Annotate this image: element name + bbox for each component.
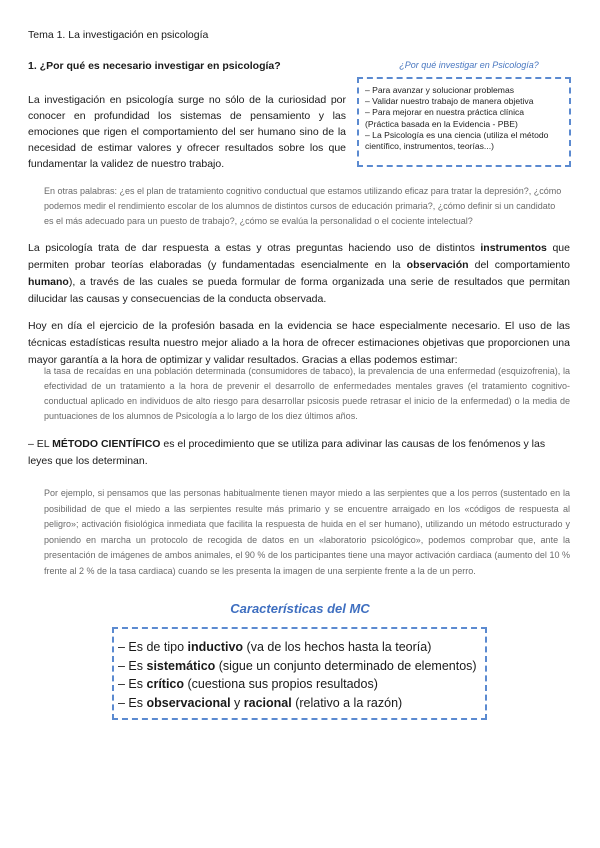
mc-title: Características del MC — [230, 601, 370, 616]
mc-item-text: (va de los hechos hasta la teoría) — [243, 640, 432, 654]
mc-item — [118, 638, 485, 657]
mc-item-text: (sigue un conjunto determinado de elementos) — [215, 658, 477, 673]
sidebox-item: – Validar nuestro trabajo de manera objetiva — [365, 96, 534, 107]
sidebox-item: científico, instrumentos, teorías...) — [365, 141, 494, 152]
mc-item-text: – Es — [118, 658, 147, 673]
text-run: es el procedimiento que se utiliza para adivinar las causas de los fenómenos y las leyes que los determinan. — [28, 438, 546, 467]
mc-item — [118, 657, 485, 676]
bold-term-observacion: observación — [406, 259, 469, 271]
mc-item-text: (cuestiona sus propios resultados) — [184, 677, 378, 691]
text-run: del comportamiento — [468, 259, 570, 271]
bold-term-instrumentos: instrumentos — [480, 242, 547, 254]
mc-item — [118, 694, 485, 713]
section-heading: 1. ¿Por qué es necesario investigar en psicología? — [28, 60, 281, 72]
example-questions: En otras palabras: ¿es el plan de tratamiento cognitivo conductual que estamos utilizando eficaz para tratar la depresión?, ¿cómo podemos medir el rendimiento escolar de los alumnos de distintos cursos de educación primaria?, ¿cómo definir si un candidato es el más adecuado para un puesto de trabajo?, ¿cómo se evalúa la personalidad o el cociente intelectual? — [44, 186, 562, 226]
scientific-method-paragraph — [28, 436, 570, 470]
bold-term-humano: humano — [28, 276, 69, 288]
mc-item-bold: crítico — [146, 677, 185, 691]
evidence-paragraph: Hoy en día el ejercicio de la profesión basada en la evidencia se hace especialmente necesario. El uso de las técnicas estadísticas resulta nuestro mejor aliado a la hora de ofrecer estimaciones objetivas que proporcionen una mayor garantía a la hora de optimizar y validar resultados. Gracias a ellas podemos estimar: — [28, 320, 570, 366]
mc-characteristics-box — [112, 627, 487, 720]
estimates-example: la tasa de recaídas en una población determinada (consumidores de tabaco), la prevalencia de una enfermedad (esquizofrenia), la efectividad de un tratamiento a la hora de prevenir el desarrollo de enfermedades mentales graves (el tratamiento cognitivo-conductual aplicado en individuos de alto riesgo para desarrollar psicosis puede retrasar el inicio de la enfermedad) o la media de puntuaciones de los alumnos de Psicología a lo largo de los diez últimos años. — [44, 366, 570, 421]
sidebox-title: ¿Por qué investigar en Psicología? — [399, 60, 539, 70]
sidebox-item: – Para avanzar y solucionar problemas — [365, 85, 515, 95]
mc-item-text: – Es — [118, 695, 147, 710]
document-header: Tema 1. La investigación en psicología — [28, 29, 209, 41]
instruments-paragraph — [28, 240, 570, 308]
mc-item-text: – Es — [118, 677, 147, 691]
mc-item-bold: sistemático — [146, 658, 216, 673]
text-run: – EL — [28, 438, 53, 450]
snake-example: Por ejemplo, si pensamos que las personas habitualmente tienen mayor miedo a las serpientes que a los perros (sustentado en la posibilidad de que el miedo a las serpientes resulte más primario y se encuentre arraigado en los «códigos de respuesta al peligro»; activación fisiológica inmediata que facilita la respuesta de huida en el ser humano), utilizando un método estructurado y poniendo en marcha un protocolo de recogida de datos en un «laboratorio psicológico», podemos comprobar que, ante la presentación de imágenes de ambos animales, el 90 % de los participantes tiene una mayor activación cardiaca (aumento del 10 % frente al 2 % de la tasa cardiaca) cuando se les presenta la imagen de una serpiente frente a la de un perro. — [44, 488, 570, 576]
sidebox-item: – La Psicología es una ciencia (utiliza el método — [365, 129, 549, 140]
mc-item-text: (relativo a la razón) — [291, 695, 403, 710]
mc-item-bold: observacional — [146, 695, 231, 710]
text-run: que permiten probar teorías elaboradas (y fundamentadas esencialmente en la — [28, 242, 570, 271]
mc-item-bold: racional — [243, 695, 292, 710]
mc-item-text: y — [230, 695, 244, 710]
mc-item-text: – Es de tipo — [118, 640, 188, 654]
sidebox-item: – Para mejorar en nuestra práctica clínica — [365, 107, 525, 118]
why-research-box — [357, 77, 571, 167]
text-run: La psicología trata de dar respuesta a estas y otras preguntas haciendo uso de distintos — [28, 242, 481, 254]
text-run: ), a través de las cuales se pueda formular de forma organizada una serie de resultados que permitan dilucidar las causas y consecuencias de la conducta observada. — [28, 276, 570, 305]
intro-paragraph: La investigación en psicología surge no sólo de la curiosidad por conocer en profundidad los sistemas de pensamiento y las emociones que rigen el comportamiento del ser humano sino de la necesidad de estimar valores y ofrecer resultados sobre los que fundamentar la validez de nuestro trabajo. — [28, 94, 346, 170]
mc-item-bold: inductivo — [187, 640, 244, 654]
sidebox-item: (Práctica basada en la Evidencia - PBE) — [365, 118, 518, 129]
mc-item — [118, 675, 485, 694]
bold-term-metodo-cientifico: MÉTODO CIENTÍFICO — [52, 438, 161, 450]
